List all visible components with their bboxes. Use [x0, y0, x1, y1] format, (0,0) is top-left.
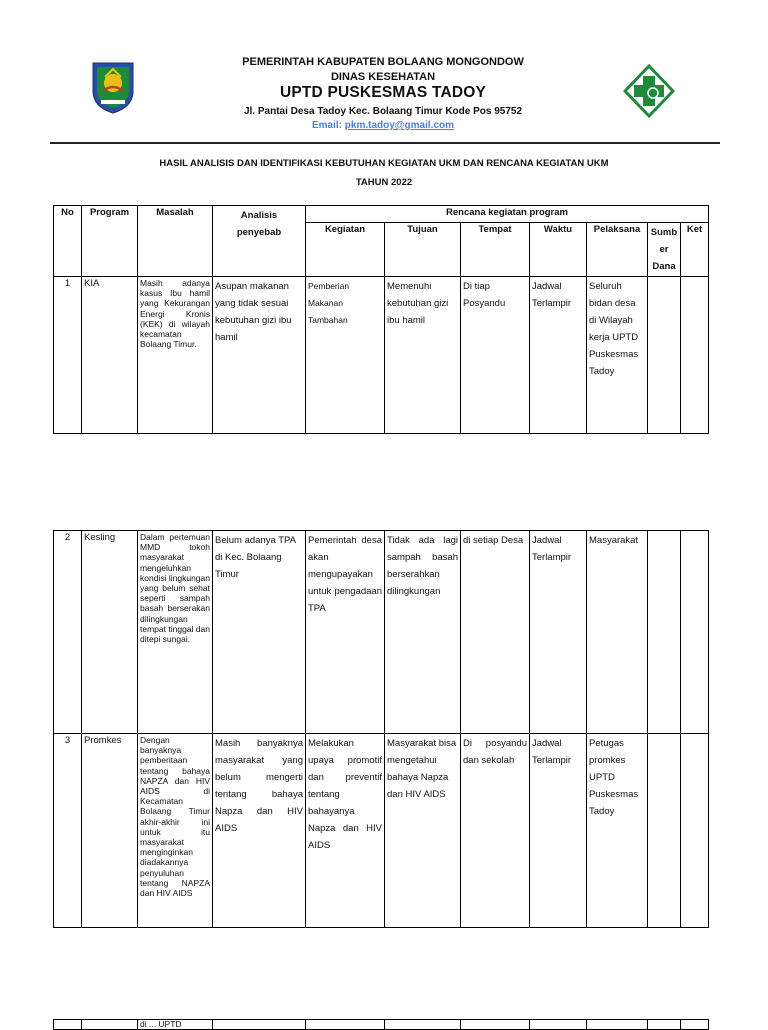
cell-waktu: Jadwal Terlampir	[530, 277, 587, 434]
cell-program: KIA	[82, 277, 138, 434]
table-row	[54, 1020, 709, 1030]
puskesmas-cross-logo	[623, 64, 675, 118]
document-title: HASIL ANALISIS DAN IDENTIFIKASI KEBUTUHAN KEGIATAN UKM DAN RENCANA KEGIATAN UKM	[159, 158, 609, 169]
cell-tempat: Di posyandu dan sekolah	[461, 734, 530, 928]
cell-sumber	[648, 531, 681, 734]
cell-kegiatan: Pemerintah desa akan mengupayakan untuk pengadaan TPA	[306, 531, 385, 734]
header-divider	[50, 142, 720, 144]
header-rencana: Rencana kegiatan program	[306, 206, 709, 223]
cell-tujuan: Tidak ada lagi sampah basah berserahkan dilingkungan	[385, 531, 461, 734]
cell-no	[54, 1020, 82, 1030]
header-tempat: Tempat	[461, 223, 530, 277]
regency-emblem-logo	[89, 61, 137, 115]
cell-program	[82, 1020, 138, 1030]
cell-analisis: Masih banyaknya masyarakat yang belum mengerti tentang bahaya Napza dan HIV AIDS	[213, 734, 306, 928]
cell-ket	[681, 531, 709, 734]
header-no: No	[54, 206, 82, 277]
header-sumber-line2: er	[659, 244, 669, 255]
cell-analisis: Belum adanya TPA di Kec. Bolaang Timur	[213, 531, 306, 734]
cell-tempat	[461, 1020, 530, 1030]
cell-no: 2	[54, 531, 82, 734]
header-tujuan: Tujuan	[385, 223, 461, 277]
email-line	[150, 120, 616, 131]
analysis-table	[53, 205, 709, 434]
cell-masalah: Masih adanya kasus Ibu hamil yang Kekurangan Energi Kronis (KEK) di wilayah kecamatan Bolaang Timur.	[138, 277, 213, 434]
header-waktu: Waktu	[530, 223, 587, 277]
header-program: Program	[82, 206, 138, 277]
cell-masalah: di ... UPTD	[138, 1020, 213, 1030]
cell-waktu	[530, 1020, 587, 1030]
header-sumber-line3: Dana	[652, 261, 676, 272]
header-analisis-line2: penyebab	[236, 227, 282, 238]
cell-tempat: di setiap Desa	[461, 531, 530, 734]
header-sumber-dana	[648, 223, 681, 277]
cell-tujuan: Memenuhi kebutuhan gizi ibu hamil	[385, 277, 461, 434]
cell-ket	[681, 277, 709, 434]
cell-program: Kesling	[82, 531, 138, 734]
cell-tempat: Di tiap Posyandu	[461, 277, 530, 434]
header-analisis	[213, 206, 306, 277]
header-masalah: Masalah	[138, 206, 213, 277]
cell-ket	[681, 734, 709, 928]
cell-analisis	[213, 1020, 306, 1030]
table-row	[54, 531, 709, 734]
cell-tujuan	[385, 1020, 461, 1030]
cell-sumber	[648, 277, 681, 434]
analysis-table-partial	[53, 1019, 709, 1030]
department-name: DINAS KESEHATAN	[330, 71, 436, 83]
header-ket: Ket	[681, 223, 709, 277]
cell-waktu: Jadwal Terlampir	[530, 734, 587, 928]
cell-pelaksana: Masyarakat	[587, 531, 648, 734]
cell-pelaksana	[587, 1020, 648, 1030]
government-name: PEMERINTAH KABUPATEN BOLAANG MONGONDOW	[242, 56, 524, 68]
address-line: Jl. Pantai Desa Tadoy Kec. Bolaang Timur Kode Pos 95752	[243, 106, 523, 117]
cell-kegiatan	[306, 1020, 385, 1030]
cell-masalah: Dengan banyaknya pemberitaan tentang bahaya NAPZA dan HIV AIDS di Kecamatan Bolaang Timur akhir-akhir ini untuk itu masyarakat menginginkan diadakannya penyuluhan tentang NAPZA dan HIV AIDS	[138, 734, 213, 928]
cell-waktu: Jadwal Terlampir	[530, 531, 587, 734]
cell-no: 3	[54, 734, 82, 928]
cell-tujuan: Masyarakat bisa mengetahui bahaya Napza dan HIV AIDS	[385, 734, 461, 928]
email-label: Email:	[311, 120, 345, 131]
cell-analisis: Asupan makanan yang tidak sesuai kebutuhan gizi ibu hamil	[213, 277, 306, 434]
cell-sumber	[648, 1020, 681, 1030]
email-link[interactable]: pkm.tadoy@gmail.com	[344, 120, 454, 131]
analysis-table-continued	[53, 530, 709, 928]
table-row	[54, 734, 709, 928]
cell-no: 1	[54, 277, 82, 434]
header-pelaksana: Pelaksana	[587, 223, 648, 277]
cell-pelaksana: Petugas promkes UPTD Puskesmas Tadoy	[587, 734, 648, 928]
document-year: TAHUN 2022	[355, 177, 413, 188]
cell-sumber	[648, 734, 681, 928]
cell-ket	[681, 1020, 709, 1030]
table-row	[54, 277, 709, 434]
header-analisis-line1: Analisis	[240, 210, 278, 221]
institution-name: UPTD PUSKESMAS TADOY	[279, 84, 487, 101]
cell-kegiatan: Pemberian Makanan Tambahan	[306, 277, 385, 434]
header-kegiatan: Kegiatan	[306, 223, 385, 277]
cell-masalah: Dalam pertemuan MMD tokoh masyarakat mengeluhkan kondisi lingkungan yang belum sehat seperti sampah basah berserakan dilingkungan tempat tinggal dan ditepi sungai.	[138, 531, 213, 734]
cell-program: Promkes	[82, 734, 138, 928]
header-sumber-line1: Sumb	[650, 227, 678, 238]
cell-kegiatan: Melakukan upaya promotif dan preventif tentang bahayanya Napza dan HIV AIDS	[306, 734, 385, 928]
cell-pelaksana: Seluruh bidan desa di Wilayah kerja UPTD Puskesmas Tadoy	[587, 277, 648, 434]
